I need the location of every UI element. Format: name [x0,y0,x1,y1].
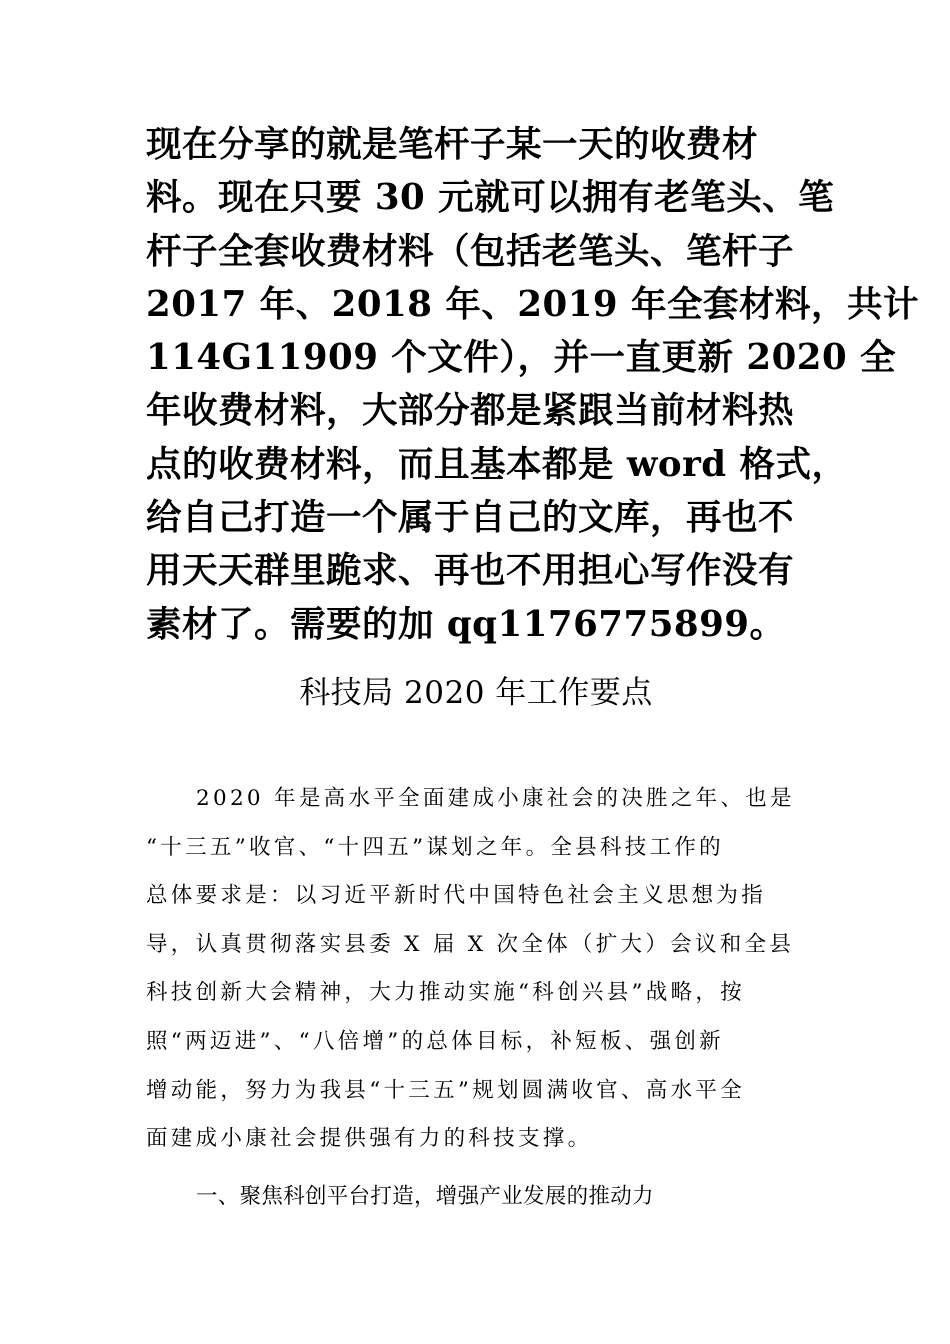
paragraph-line: 导，认真贯彻落实县委 X 届 X 次全体（扩大）会议和全县 [146,931,795,957]
intro-paragraph [146,775,806,1164]
paragraph-line: “十三五”收官、“十四五”谋划之年。全县科技工作的 [146,834,724,860]
promo-paragraph [146,118,919,651]
paragraph-line: 增动能，努力为我县“十三五”规划圆满收官、高水平全 [146,1077,745,1103]
promo-line: 杆子全套收费材料（包括老笔头、笔杆子 [146,230,795,272]
paragraph-line: 总体要求是：以习近平新时代中国特色社会主义思想为指 [146,883,767,909]
promo-line: 用天天群里跪求、再也不用担心写作没有 [146,550,795,592]
promo-line: 2017 年、2018 年、2019 年全套材料，共计 [146,283,919,325]
document-title: 科技局 2020 年工作要点 [299,675,653,711]
promo-line: 给自己打造一个属于自己的文库，再也不 [146,497,795,539]
section-heading: 一、聚焦科创平台打造，增强产业发展的推动力 [196,1184,654,1209]
promo-line: 料。现在只要 30 元就可以拥有老笔头、笔 [146,177,835,219]
promo-line: 年收费材料，大部分都是紧跟当前材料热 [146,390,795,432]
promo-line: 114G11909 个文件），并一直更新 2020 全 [146,337,897,379]
paragraph-line: 照“两迈进”、“八倍增”的总体目标，补短板、强创新 [146,1028,724,1054]
paragraph-line: 科技创新大会精神，大力推动实施“科创兴县”战略，按 [146,980,745,1006]
paragraph-line: 面建成小康社会提供强有力的科技支撑。 [146,1126,593,1152]
promo-line: 素材了。需要的加 qq1176775899。 [146,603,786,645]
promo-line: 现在分享的就是笔杆子某一天的收费材 [146,124,759,165]
promo-line: 点的收费材料，而且基本都是 word 格式， [146,443,848,485]
paragraph-line: 2020 年是高水平全面建成小康社会的决胜之年、也是 [196,786,795,811]
